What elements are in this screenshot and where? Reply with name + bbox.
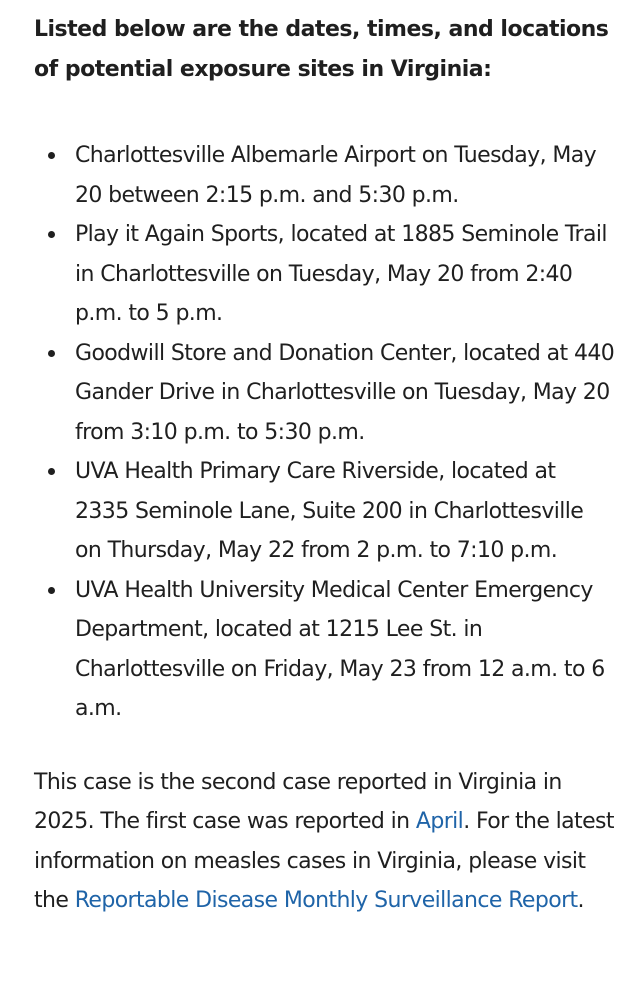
exposure-site-text: UVA Health Primary Care Riverside, located at 2335 Seminole Lane, Suite 200 in Charlottesville on Thursday, May 22 from 2 p.m. to 7:10 p.m. xyxy=(75,459,584,563)
bullet-icon xyxy=(48,152,55,159)
bullet-icon xyxy=(48,350,55,357)
summary-text: This case is the second case reported in Virginia in 2025. The first case was reported in xyxy=(34,769,562,834)
summary-text: . xyxy=(577,888,584,913)
bullet-icon xyxy=(48,587,55,594)
exposure-sites-list xyxy=(34,136,615,729)
list-item xyxy=(34,571,615,729)
exposure-site-text: UVA Health University Medical Center Emergency Department, located at 1215 Lee St. in Charlottesville on Friday, May 23 from 12 a.m. to 6 a.m. xyxy=(75,577,605,721)
exposure-site-text: Play it Again Sports, located at 1885 Seminole Trail in Charlottesville on Tuesday, May 20 from 2:40 p.m. to 5 p.m. xyxy=(75,222,607,326)
exposure-site-text: Charlottesville Albemarle Airport on Tuesday, May 20 between 2:15 p.m. and 5:30 p.m. xyxy=(75,143,597,208)
list-item xyxy=(34,334,615,453)
surveillance-report-link[interactable]: Reportable Disease Monthly Surveillance Report xyxy=(74,888,578,913)
case-summary-paragraph xyxy=(34,763,615,921)
exposure-sites-intro: Listed below are the dates, times, and locations of potential exposure sites in Virginia: xyxy=(34,17,609,82)
april-link[interactable]: April xyxy=(415,809,464,834)
bullet-icon xyxy=(48,231,55,238)
list-item xyxy=(34,452,615,571)
list-item xyxy=(34,215,615,334)
summary-text: . For the latest information on measles cases in Virginia, please visit the xyxy=(34,809,614,913)
bullet-icon xyxy=(48,468,55,475)
exposure-site-text: Goodwill Store and Donation Center, located at 440 Gander Drive in Charlottesville on Tuesday, May 20 from 3:10 p.m. to 5:30 p.m. xyxy=(75,340,615,445)
list-item xyxy=(34,136,615,215)
